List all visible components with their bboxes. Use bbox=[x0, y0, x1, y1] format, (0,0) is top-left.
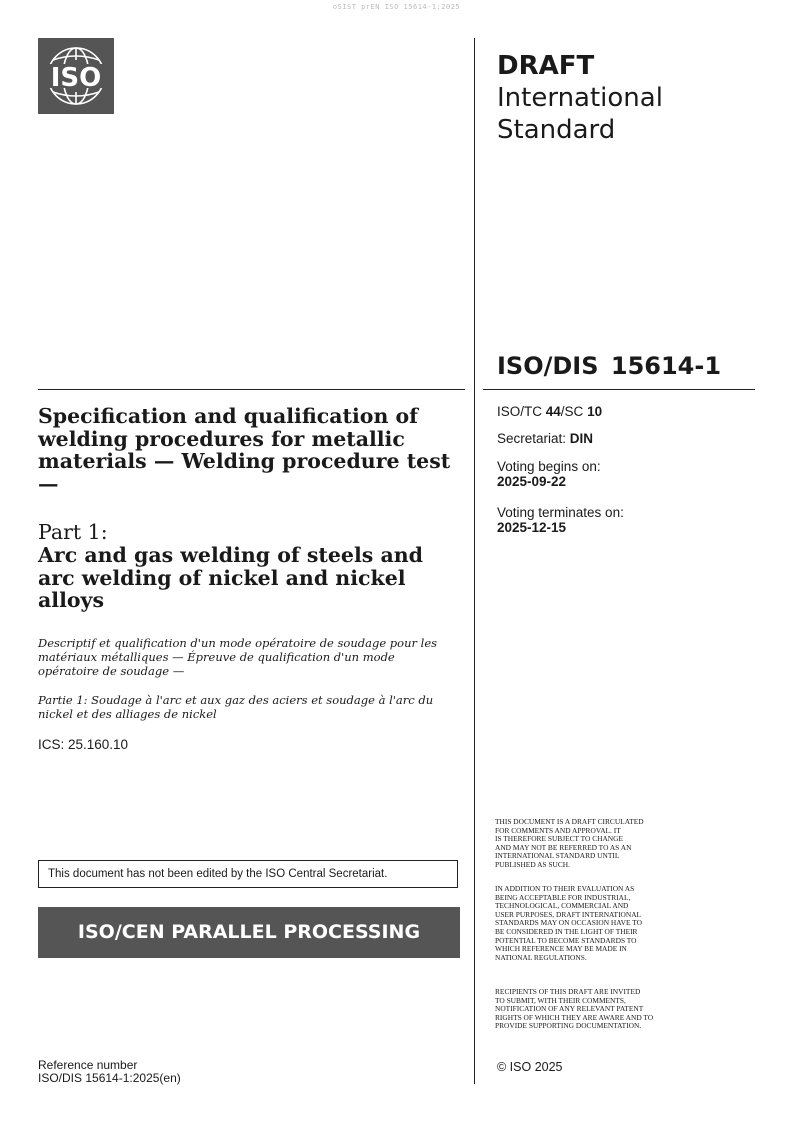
iso-logo-text: ISO bbox=[50, 63, 102, 93]
secretariat bbox=[497, 431, 593, 446]
standard-label: Standard bbox=[497, 115, 616, 145]
committee-prefix: ISO/TC bbox=[497, 404, 546, 419]
voting-terminates-date bbox=[497, 520, 566, 535]
part-title: Arc and gas welding of steels and arc welding of nickel and nickel alloys bbox=[38, 543, 423, 612]
reference-number-block bbox=[38, 1059, 181, 1085]
part-label: Part 1: bbox=[38, 520, 108, 544]
secretariat-label: Secretariat: bbox=[497, 431, 570, 446]
reference-label: Reference number bbox=[38, 1058, 138, 1072]
draft-notice-paragraph-3: RECIPIENTS OF THIS DRAFT ARE INVITED TO SUBMIT, WITH THEIR COMMENTS, NOTIFICATION OF ANY RELEVANT PATENT RIGHTS OF WHICH THEY ARE AWARE AND TO PROVIDE SUPPORTING DOCUMENTATION. bbox=[495, 987, 654, 1031]
copyright: © ISO 2025 bbox=[497, 1060, 563, 1074]
standard-number: ISO/DIS 15614-1 bbox=[497, 352, 722, 380]
voting-begins-label: Voting begins on: bbox=[497, 459, 601, 474]
secretariat-value: DIN bbox=[569, 431, 594, 446]
iso-logo bbox=[38, 38, 114, 114]
draft-notice-paragraph-2: IN ADDITION TO THEIR EVALUATION AS BEING ACCEPTABLE FOR INDUSTRIAL, TECHNOLOGICAL, COMMERCIAL AND USER PURPOSES, DRAFT INTERNATIONAL STANDARDS MAY ON OCCASION HAVE TO BE CONSIDERED IN THE LIGHT OF THEIR POTENTIAL TO BECOME STANDARDS TO WHICH REFERENCE MAY BE MADE IN NATIONAL REGULATIONS. bbox=[495, 884, 642, 962]
parallel-processing-banner: ISO/CEN PARALLEL PROCESSING bbox=[38, 907, 460, 958]
horizontal-divider-left bbox=[38, 389, 465, 390]
horizontal-divider-right bbox=[483, 389, 755, 390]
sc-prefix: /SC bbox=[560, 404, 588, 419]
document-type-heading bbox=[497, 50, 757, 146]
watermark: oSIST prEN ISO 15614-1:2025 bbox=[332, 3, 461, 11]
sc-number: 10 bbox=[587, 404, 603, 419]
international-label: International bbox=[497, 83, 663, 113]
voting-begins-value: 2025-09-22 bbox=[497, 474, 567, 489]
iso-globe-logo-icon bbox=[38, 38, 114, 114]
voting-begins-date bbox=[497, 474, 566, 489]
committee bbox=[497, 404, 602, 419]
voting-terminates-value: 2025-12-15 bbox=[497, 520, 567, 535]
vertical-divider bbox=[474, 38, 475, 1084]
voting-terminates-label: Voting terminates on: bbox=[497, 505, 624, 520]
draft-notice-paragraph-1: THIS DOCUMENT IS A DRAFT CIRCULATED FOR COMMENTS AND APPROVAL. IT IS THEREFORE SUBJECT TO CHANGE AND MAY NOT BE REFERRED TO AS AN INTERNATIONAL STANDARD UNTIL PUBLISHED AS SUCH. bbox=[495, 817, 644, 869]
reference-value: ISO/DIS 15614-1:2025(en) bbox=[38, 1071, 181, 1085]
tc-number: 44 bbox=[545, 404, 561, 419]
main-title: Specification and qualification of welding procedures for metallic materials — Welding procedure test — bbox=[38, 404, 451, 496]
french-part-title: Partie 1: Soudage à l'arc et aux gaz des aciers et soudage à l'arc du nickel et des alliages de nickel bbox=[38, 693, 434, 721]
draft-label: DRAFT bbox=[497, 51, 595, 81]
french-title: Descriptif et qualification d'un mode opératoire de soudage pour les matériaux métalliques — Épreuve de qualification d'un mode opératoire de soudage — bbox=[38, 636, 438, 678]
ics-code: ICS: 25.160.10 bbox=[38, 737, 129, 752]
not-edited-notice: This document has not been edited by the ISO Central Secretariat. bbox=[38, 860, 458, 888]
